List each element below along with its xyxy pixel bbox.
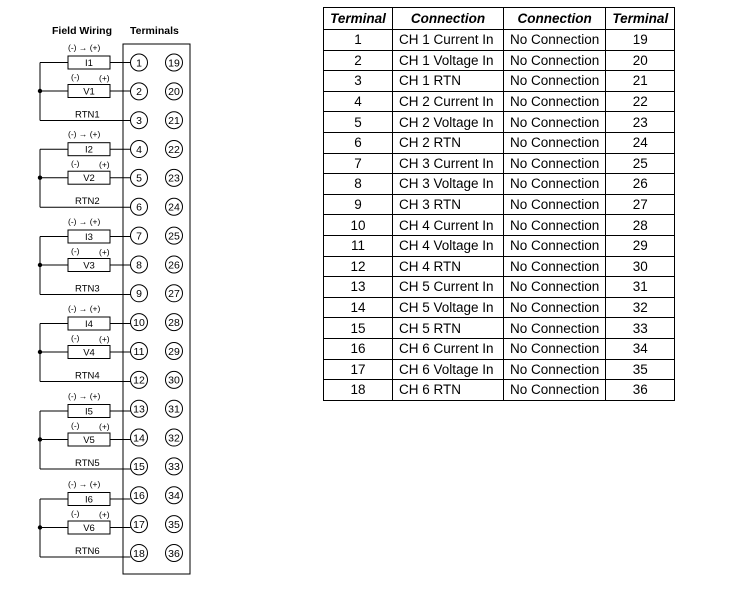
header-terminal-right: Terminal bbox=[606, 8, 675, 30]
cell-terminal-right: 33 bbox=[606, 318, 675, 339]
cell-terminal-left: 10 bbox=[324, 215, 393, 236]
cell-terminal-left: 17 bbox=[324, 359, 393, 380]
junction-dot bbox=[38, 437, 42, 441]
header-connection-left: Connection bbox=[393, 8, 504, 30]
cell-terminal-right: 32 bbox=[606, 297, 675, 318]
field-wiring-diagram bbox=[0, 0, 320, 590]
terminal-number: 14 bbox=[133, 432, 145, 445]
cell-connection-right: No Connection bbox=[504, 153, 606, 174]
voltage-input-label: V6 bbox=[83, 523, 95, 534]
cell-terminal-right: 27 bbox=[606, 194, 675, 215]
cell-connection-left: CH 4 RTN bbox=[393, 256, 504, 277]
table-row bbox=[324, 50, 675, 71]
terminal-number: 11 bbox=[133, 345, 145, 358]
table-row bbox=[324, 30, 675, 51]
cell-connection-left: CH 2 Voltage In bbox=[393, 112, 504, 133]
terminal-number: 7 bbox=[136, 230, 142, 243]
terminal-number: 21 bbox=[168, 115, 180, 127]
terminal-number: 13 bbox=[133, 403, 145, 416]
cell-connection-right: No Connection bbox=[504, 30, 606, 51]
cell-connection-left: CH 5 Current In bbox=[393, 277, 504, 298]
terminal-number: 3 bbox=[136, 115, 142, 127]
terminal-number: 24 bbox=[168, 201, 180, 214]
cell-connection-right: No Connection bbox=[504, 256, 606, 277]
terminal-number: 31 bbox=[168, 403, 180, 416]
current-input-label: I3 bbox=[85, 232, 93, 243]
terminals-label: Terminals bbox=[130, 25, 179, 37]
table-row bbox=[324, 256, 675, 277]
current-input-label: I1 bbox=[85, 58, 93, 69]
cell-connection-left: CH 6 Voltage In bbox=[393, 359, 504, 380]
voltage-input-label: V4 bbox=[83, 347, 95, 359]
polarity-positive-label: (+) bbox=[99, 421, 110, 432]
cell-terminal-right: 20 bbox=[606, 50, 675, 71]
cell-connection-left: CH 4 Current In bbox=[393, 215, 504, 236]
cell-terminal-left: 7 bbox=[324, 153, 393, 174]
cell-connection-left: CH 3 RTN bbox=[393, 194, 504, 215]
cell-connection-left: CH 2 Current In bbox=[393, 91, 504, 112]
current-direction-label: (-) → (+) bbox=[68, 479, 101, 489]
cell-terminal-right: 36 bbox=[606, 380, 675, 401]
cell-terminal-left: 12 bbox=[324, 256, 393, 277]
cell-terminal-left: 6 bbox=[324, 132, 393, 153]
terminal-number: 33 bbox=[168, 461, 180, 474]
cell-terminal-right: 31 bbox=[606, 277, 675, 298]
cell-connection-right: No Connection bbox=[504, 132, 606, 153]
terminal-number: 28 bbox=[168, 316, 180, 329]
terminal-number: 23 bbox=[168, 172, 180, 185]
cell-connection-left: CH 6 RTN bbox=[393, 380, 504, 401]
cell-connection-right: No Connection bbox=[504, 91, 606, 112]
current-input-label: I5 bbox=[85, 406, 93, 418]
cell-connection-left: CH 3 Voltage In bbox=[393, 174, 504, 195]
terminal-number: 22 bbox=[168, 143, 180, 156]
voltage-input-label: V1 bbox=[83, 86, 95, 98]
current-input-label: I4 bbox=[85, 319, 93, 330]
cell-terminal-left: 14 bbox=[324, 297, 393, 318]
table-row bbox=[324, 132, 675, 153]
polarity-negative-label: (-) bbox=[71, 420, 80, 431]
table-row bbox=[324, 153, 675, 174]
cell-terminal-right: 29 bbox=[606, 235, 675, 256]
polarity-positive-label: (+) bbox=[99, 509, 110, 520]
table-row bbox=[324, 215, 675, 236]
cell-terminal-left: 13 bbox=[324, 277, 393, 298]
table-row bbox=[324, 297, 675, 318]
voltage-input-label: V5 bbox=[83, 435, 95, 446]
junction-dot bbox=[38, 263, 42, 267]
current-direction-label: (-) → (+) bbox=[68, 129, 101, 140]
cell-terminal-right: 35 bbox=[606, 359, 675, 380]
polarity-negative-label: (-) bbox=[71, 333, 80, 343]
current-input-label: I2 bbox=[85, 144, 93, 156]
table-row bbox=[324, 174, 675, 195]
voltage-input-label: V2 bbox=[83, 173, 95, 185]
cell-connection-right: No Connection bbox=[504, 50, 606, 71]
return-label: RTN3 bbox=[75, 283, 100, 295]
current-direction-label: (-) → (+) bbox=[68, 391, 101, 401]
table-row bbox=[324, 277, 675, 298]
cell-terminal-left: 9 bbox=[324, 194, 393, 215]
polarity-positive-label: (+) bbox=[99, 159, 110, 170]
cell-terminal-left: 15 bbox=[324, 318, 393, 339]
polarity-negative-label: (-) bbox=[71, 508, 80, 519]
terminal-number: 19 bbox=[168, 57, 180, 70]
terminal-number: 34 bbox=[168, 490, 180, 503]
cell-connection-left: CH 5 Voltage In bbox=[393, 297, 504, 318]
terminal-number: 4 bbox=[136, 143, 142, 156]
terminal-number: 18 bbox=[133, 547, 145, 560]
terminal-number: 25 bbox=[168, 230, 180, 243]
current-direction-label: (-) → (+) bbox=[68, 303, 101, 314]
cell-terminal-right: 19 bbox=[606, 30, 675, 51]
return-label: RTN6 bbox=[75, 546, 100, 557]
polarity-negative-label: (-) bbox=[71, 158, 80, 169]
polarity-negative-label: (-) bbox=[71, 246, 80, 256]
terminal-number: 35 bbox=[168, 518, 180, 531]
cell-terminal-right: 24 bbox=[606, 132, 675, 153]
channel-circuit bbox=[38, 304, 131, 382]
table-row bbox=[324, 359, 675, 380]
terminal-screws bbox=[131, 54, 183, 561]
terminal-number: 20 bbox=[168, 86, 180, 99]
cell-connection-left: CH 2 RTN bbox=[393, 132, 504, 153]
terminal-number: 29 bbox=[168, 345, 180, 358]
terminal-number: 10 bbox=[133, 316, 145, 329]
terminal-number: 12 bbox=[133, 374, 145, 387]
header-terminal-left: Terminal bbox=[324, 8, 393, 30]
field-wiring-label: Field Wiring bbox=[52, 25, 112, 37]
table-row bbox=[324, 71, 675, 92]
cell-connection-right: No Connection bbox=[504, 359, 606, 380]
cell-connection-left: CH 1 Voltage In bbox=[393, 50, 504, 71]
junction-dot bbox=[38, 525, 42, 529]
terminal-number: 15 bbox=[133, 461, 145, 474]
terminal-number: 6 bbox=[136, 201, 142, 214]
current-direction-label: (-) → (+) bbox=[68, 216, 101, 227]
channel-circuits bbox=[38, 43, 131, 558]
cell-connection-right: No Connection bbox=[504, 277, 606, 298]
table-row bbox=[324, 194, 675, 215]
cell-terminal-left: 18 bbox=[324, 380, 393, 401]
cell-terminal-left: 1 bbox=[324, 30, 393, 51]
terminal-number: 26 bbox=[168, 259, 180, 272]
cell-terminal-left: 4 bbox=[324, 91, 393, 112]
junction-dot bbox=[38, 350, 42, 354]
cell-connection-right: No Connection bbox=[504, 71, 606, 92]
cell-connection-right: No Connection bbox=[504, 380, 606, 401]
channel-circuit bbox=[38, 391, 131, 469]
cell-terminal-right: 28 bbox=[606, 215, 675, 236]
cell-terminal-left: 8 bbox=[324, 174, 393, 195]
return-label: RTN2 bbox=[75, 196, 100, 208]
terminal-number: 1 bbox=[136, 57, 142, 70]
return-label: RTN1 bbox=[75, 109, 100, 121]
cell-terminal-left: 5 bbox=[324, 112, 393, 133]
terminal-number: 5 bbox=[136, 172, 142, 185]
junction-dot bbox=[38, 89, 42, 93]
channel-circuit bbox=[38, 129, 131, 207]
cell-connection-left: CH 6 Current In bbox=[393, 338, 504, 359]
cell-connection-left: CH 1 Current In bbox=[393, 30, 504, 51]
terminal-number: 30 bbox=[168, 374, 180, 387]
table-row bbox=[324, 91, 675, 112]
cell-connection-left: CH 5 RTN bbox=[393, 318, 504, 339]
cell-connection-right: No Connection bbox=[504, 194, 606, 215]
cell-terminal-left: 11 bbox=[324, 235, 393, 256]
table-row bbox=[324, 235, 675, 256]
cell-terminal-right: 22 bbox=[606, 91, 675, 112]
table-row bbox=[324, 318, 675, 339]
table-row bbox=[324, 112, 675, 133]
header-connection-right: Connection bbox=[504, 8, 606, 30]
voltage-input-label: V3 bbox=[83, 260, 95, 272]
table-row bbox=[324, 338, 675, 359]
cell-terminal-left: 3 bbox=[324, 71, 393, 92]
terminal-number: 9 bbox=[136, 288, 142, 301]
current-direction-label: (-) → (+) bbox=[68, 42, 101, 53]
cell-terminal-right: 34 bbox=[606, 338, 675, 359]
polarity-positive-label: (+) bbox=[99, 334, 110, 344]
terminal-number: 16 bbox=[133, 490, 145, 503]
terminal-number: 2 bbox=[136, 86, 142, 99]
cell-connection-left: CH 4 Voltage In bbox=[393, 235, 504, 256]
polarity-positive-label: (+) bbox=[99, 73, 110, 83]
cell-connection-right: No Connection bbox=[504, 112, 606, 133]
cell-terminal-right: 25 bbox=[606, 153, 675, 174]
channel-circuit bbox=[38, 479, 131, 557]
terminal-number: 27 bbox=[168, 288, 180, 301]
cell-terminal-left: 2 bbox=[324, 50, 393, 71]
terminal-assignment-table bbox=[323, 7, 675, 401]
channel-circuit bbox=[38, 217, 131, 295]
current-input-label: I6 bbox=[85, 494, 93, 506]
polarity-positive-label: (+) bbox=[99, 247, 110, 257]
terminal-number: 17 bbox=[133, 518, 145, 531]
terminal-number: 36 bbox=[168, 547, 180, 560]
return-label: RTN4 bbox=[75, 370, 100, 382]
cell-terminal-right: 30 bbox=[606, 256, 675, 277]
cell-connection-left: CH 3 Current In bbox=[393, 153, 504, 174]
polarity-negative-label: (-) bbox=[71, 72, 80, 82]
channel-circuit bbox=[38, 43, 131, 121]
cell-terminal-right: 26 bbox=[606, 174, 675, 195]
cell-connection-right: No Connection bbox=[504, 235, 606, 256]
cell-connection-right: No Connection bbox=[504, 318, 606, 339]
terminal-number: 8 bbox=[136, 259, 142, 272]
table-row bbox=[324, 380, 675, 401]
cell-connection-right: No Connection bbox=[504, 338, 606, 359]
terminal-number: 32 bbox=[168, 432, 180, 445]
return-label: RTN5 bbox=[75, 458, 100, 469]
cell-connection-right: No Connection bbox=[504, 215, 606, 236]
cell-connection-right: No Connection bbox=[504, 174, 606, 195]
cell-terminal-left: 16 bbox=[324, 338, 393, 359]
cell-connection-left: CH 1 RTN bbox=[393, 71, 504, 92]
cell-terminal-right: 23 bbox=[606, 112, 675, 133]
junction-dot bbox=[38, 176, 42, 180]
table-header-row bbox=[324, 8, 675, 30]
cell-terminal-right: 21 bbox=[606, 71, 675, 92]
cell-connection-right: No Connection bbox=[504, 297, 606, 318]
